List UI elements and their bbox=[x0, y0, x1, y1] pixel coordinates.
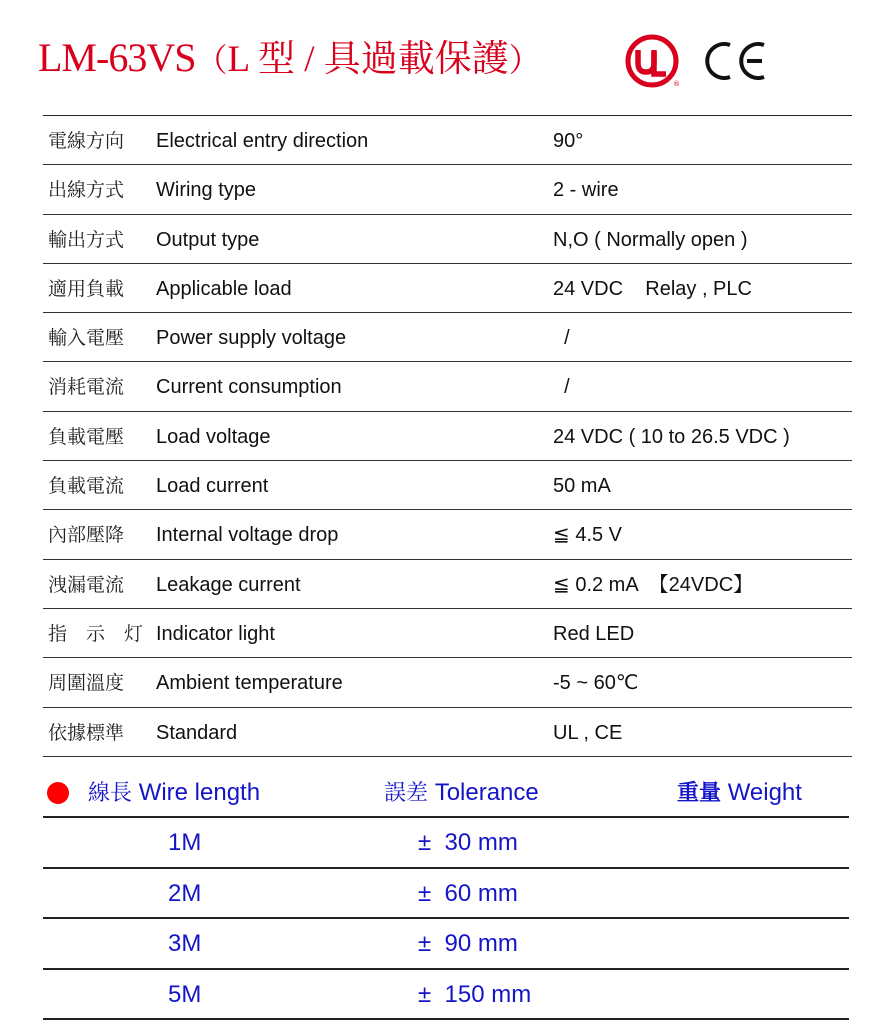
header-weight-en: Weight bbox=[727, 779, 802, 806]
spec-value: 50 mA bbox=[553, 475, 611, 498]
wire-length-value: 2M bbox=[168, 879, 202, 907]
spec-value: ≦ 0.2 mA 【24VDC】 bbox=[553, 573, 754, 596]
spec-value: ≦ 4.5 V bbox=[553, 524, 623, 547]
specification-table bbox=[43, 115, 852, 757]
header-tolerance bbox=[384, 768, 539, 819]
header-wire-length bbox=[88, 768, 260, 819]
spec-label-en: Current consumption bbox=[156, 376, 342, 399]
title-close-paren: ） bbox=[508, 41, 541, 79]
spec-label-en: Standard bbox=[156, 721, 238, 744]
red-bullet-icon bbox=[47, 782, 69, 804]
spec-row bbox=[43, 362, 852, 411]
ce-certification-icon bbox=[700, 39, 770, 83]
spec-label-zh: 電線方向 bbox=[48, 130, 125, 152]
wire-table-header bbox=[43, 768, 852, 818]
header-weight bbox=[677, 768, 802, 819]
wire-length-value: 1M bbox=[168, 829, 202, 856]
spec-label-en: Indicator light bbox=[156, 622, 275, 645]
wire-tolerance-value: ± 30 mm bbox=[418, 829, 518, 856]
spec-row bbox=[43, 461, 852, 510]
spec-label-en: Power supply voltage bbox=[156, 327, 347, 350]
spec-value: -5 ~ 60℃ bbox=[553, 672, 639, 695]
spec-label-en: Load current bbox=[156, 475, 269, 498]
title-description: L 型 / 具過載保護 bbox=[227, 39, 509, 80]
wire-tolerance-value: ± 150 mm bbox=[418, 980, 532, 1008]
spec-label-zh: 洩漏電流 bbox=[48, 573, 125, 596]
wire-row bbox=[43, 869, 849, 920]
wire-tolerance-value: ± 60 mm bbox=[418, 879, 518, 907]
spec-label-en: Applicable load bbox=[156, 277, 292, 300]
spec-label-zh: 周圍溫度 bbox=[48, 672, 125, 695]
spec-row bbox=[43, 116, 852, 165]
spec-value: 24 VDC ( 10 to 26.5 VDC ) bbox=[553, 425, 790, 448]
spec-label-zh: 內部壓降 bbox=[48, 524, 125, 547]
spec-row bbox=[43, 412, 852, 461]
spec-value: UL , CE bbox=[553, 721, 623, 744]
spec-label-zh: 適用負載 bbox=[48, 277, 125, 300]
spec-value: N,O ( Normally open ) bbox=[553, 228, 748, 251]
header-weight-zh: 重量 bbox=[677, 781, 722, 806]
wire-length-value: 3M bbox=[168, 930, 202, 957]
spec-label-zh: 出線方式 bbox=[48, 179, 125, 202]
spec-row bbox=[43, 708, 852, 757]
wire-length-table bbox=[43, 816, 849, 1020]
header-tolerance-en: Tolerance bbox=[434, 779, 539, 806]
spec-label-en: Leakage current bbox=[156, 573, 301, 596]
title-open-paren: （ bbox=[195, 41, 228, 79]
spec-row bbox=[43, 658, 852, 707]
spec-label-zh: 依據標準 bbox=[48, 721, 125, 744]
spec-value: Red LED bbox=[553, 622, 635, 645]
spec-value: 24 VDC Relay , PLC bbox=[553, 277, 752, 300]
wire-row bbox=[43, 919, 849, 970]
spec-row bbox=[43, 215, 852, 264]
spec-value: 90° bbox=[553, 130, 584, 152]
spec-label-en: Internal voltage drop bbox=[156, 524, 339, 547]
header-wire-length-zh: 線長 bbox=[88, 781, 133, 806]
spec-row bbox=[43, 264, 852, 313]
spec-row bbox=[43, 609, 852, 658]
spec-value: / bbox=[553, 376, 570, 399]
spec-label-en: Load voltage bbox=[156, 425, 271, 448]
spec-label-en: Wiring type bbox=[156, 179, 257, 202]
spec-value: / bbox=[553, 327, 570, 350]
spec-row bbox=[43, 510, 852, 559]
spec-value: 2 - wire bbox=[553, 179, 619, 202]
spec-row bbox=[43, 313, 852, 362]
spec-label-zh: 負載電壓 bbox=[48, 425, 125, 448]
spec-label-zh: 輸入電壓 bbox=[48, 327, 125, 350]
spec-row bbox=[43, 165, 852, 214]
ul-certification-icon bbox=[625, 34, 679, 88]
wire-tolerance-value: ± 90 mm bbox=[418, 930, 518, 957]
model-number: LM-63VS bbox=[38, 35, 196, 80]
spec-label-zh: 指 示 灯 bbox=[48, 622, 144, 645]
spec-row bbox=[43, 560, 852, 609]
spec-label-zh: 負載電流 bbox=[48, 475, 125, 498]
product-title bbox=[38, 28, 541, 88]
spec-label-zh: 消耗電流 bbox=[48, 376, 125, 399]
spec-label-zh: 輸出方式 bbox=[48, 228, 125, 251]
header-tolerance-zh: 誤差 bbox=[384, 781, 429, 806]
header-wire-length-en: Wire length bbox=[138, 779, 261, 806]
spec-label-en: Ambient temperature bbox=[156, 672, 343, 695]
ul-registered-mark: ® bbox=[673, 80, 680, 88]
spec-label-en: Electrical entry direction bbox=[156, 130, 369, 152]
wire-row bbox=[43, 818, 849, 869]
wire-row bbox=[43, 970, 849, 1021]
spec-label-en: Output type bbox=[156, 228, 260, 251]
wire-length-value: 5M bbox=[168, 980, 202, 1008]
